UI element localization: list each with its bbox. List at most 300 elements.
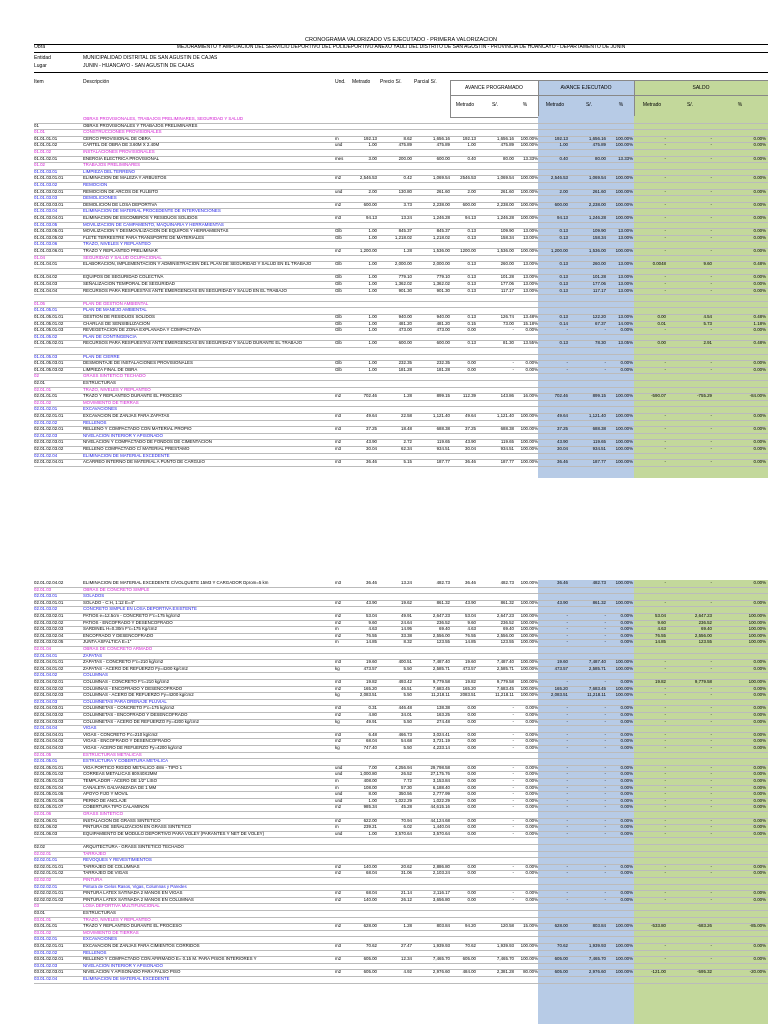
- saldo-soles-cell: -: [710, 281, 712, 286]
- parcial-cell: 6,188.40: [432, 784, 450, 790]
- saldo-metrado-cell: 9.60: [657, 619, 666, 625]
- description-cell: TRAZO, NIVELES Y REPLANTEO: [83, 386, 151, 392]
- precio-cell: 1,362.02: [394, 281, 412, 286]
- metrado-cell: 628.00: [363, 923, 377, 929]
- table-row: [34, 976, 768, 984]
- prog-pct-cell: 100.00%: [520, 599, 538, 605]
- ejec-metrado-cell: 36.46: [557, 459, 568, 465]
- ejec-metrado-cell: -: [566, 784, 568, 790]
- obra-name: MEJORAMIENTO Y AMPLIACION DEL SERVICIO DEPORTIVO DEL POLIDEPORTIVO ANEXO YAULI DEL DISTRITO DE SAN AGUSTIN - PROVINCIA DE HUANCAYO - DEPARTAMENTO DE JUNIN: [176, 44, 626, 50]
- ejec-pct-cell: 100.00%: [615, 692, 633, 698]
- saldo-pct-cell: -84.00%: [749, 393, 766, 399]
- saldo-pct-cell: 100.00%: [748, 679, 766, 684]
- item-cell: 02.02.02: [34, 877, 52, 882]
- item-cell: 02.01.02.01: [34, 406, 58, 412]
- ejec-soles-cell: 109.90: [592, 228, 606, 234]
- parcial-cell: 3,153.84: [432, 778, 450, 783]
- metrado-cell: 7.00: [368, 764, 377, 770]
- item-cell: 01.02: [34, 162, 45, 168]
- precio-cell: 45.28: [401, 804, 412, 810]
- precio-cell: 446.48: [398, 705, 412, 711]
- saldo-pct-cell: 0.00%: [753, 797, 766, 803]
- saldo-metrado-cell: -: [664, 135, 666, 141]
- ejec-metrado-cell: -: [566, 613, 568, 618]
- ejec-pct-cell: 14.00%: [618, 320, 633, 326]
- description-cell: NIVELACION INTERIOR Y APISONADO: [83, 432, 163, 438]
- description-cell: COLUMNAS - CONCRETO F'c=210 kg/cm2: [83, 679, 170, 684]
- item-cell: 02.01.05.01.01: [34, 764, 64, 770]
- parcial-cell: 3,570.64: [432, 830, 450, 836]
- ejec-pct-cell: 13.33%: [618, 155, 633, 161]
- saldo-metrado-cell: -: [664, 248, 666, 253]
- item-cell: 03.01.02.01.01: [34, 943, 64, 948]
- saldo-metrado-cell: -: [664, 896, 666, 902]
- ejec-soles-cell: 1,536.00: [588, 248, 606, 253]
- ejec-pct-cell: 0.00%: [620, 778, 633, 783]
- saldo-metrado-cell: -: [664, 175, 666, 181]
- prog-pct-cell: 13.00%: [523, 261, 538, 267]
- metrado-cell: 622.00: [363, 817, 377, 823]
- prog-metrado-cell: 0.00: [467, 731, 476, 737]
- description-cell: ENERGIA ELECTRICA PROVISIONAL: [83, 155, 160, 161]
- metrado-cell: 140.00: [363, 863, 377, 869]
- prog-metrado-cell: 70.62: [465, 943, 476, 948]
- metrado-cell: 1.00: [368, 314, 377, 319]
- ejec-pct-cell: 100.00%: [615, 685, 633, 691]
- description-cell: EXCAVACION DE ZANJAS PARA ZAPATAS: [83, 413, 170, 418]
- saldo-soles-cell: -: [710, 360, 712, 366]
- ejec-pct-cell: 13.00%: [618, 274, 633, 280]
- ejec-soles-cell: -: [604, 784, 606, 790]
- ejec-metrado-cell: -: [566, 679, 568, 684]
- prog-soles-cell: 1,536.00: [496, 248, 514, 253]
- prog-soles-cell: 1,939.93: [496, 943, 514, 948]
- item-cell: 03: [34, 903, 39, 909]
- precio-cell: 8.62: [403, 135, 412, 141]
- unit-cell: m2: [335, 738, 342, 744]
- parcial-cell: 803.84: [436, 923, 450, 929]
- prog-metrado-cell: 30.04: [465, 446, 476, 451]
- prog-pct-cell: 0.00%: [525, 764, 538, 770]
- saldo-metrado-cell: -: [664, 745, 666, 750]
- description-cell: COLUMNETAS - CONCRETO F'c=175 kg/cm2: [83, 705, 175, 711]
- precio-cell: 26.52: [401, 771, 412, 777]
- saldo-pct-cell: 0.00%: [753, 599, 766, 605]
- description-cell: NIVELACION INTERIOR Y APISONADO: [83, 962, 163, 968]
- saldo-metrado-cell: -: [664, 142, 666, 148]
- saldo-pct-cell: 0.00%: [753, 705, 766, 711]
- metrado-cell: 49.64: [366, 413, 377, 418]
- ejec-soles-cell: 2,585.71: [588, 665, 606, 671]
- prog-pct-cell: 0.00%: [525, 778, 538, 783]
- description-cell: RELLENOS: [83, 419, 107, 425]
- item-cell: 01.01.05.01: [34, 307, 58, 313]
- item-cell: 03.01.02.01: [34, 936, 58, 942]
- unit-cell: m2: [335, 956, 342, 962]
- precio-cell: 481.20: [398, 320, 412, 326]
- precio-cell: 8.32: [403, 639, 412, 645]
- description-cell: COLUMNAS: [83, 672, 108, 678]
- unit-cell: m2: [335, 804, 342, 810]
- ejec-pct-cell: 0.00%: [620, 771, 633, 777]
- ejec-metrado-cell: -: [566, 863, 568, 869]
- item-cell: 02.02.02.01.02: [34, 896, 64, 902]
- ejec-metrado-cell: -: [566, 890, 568, 896]
- ejec-pct-cell: 100.00%: [615, 413, 633, 418]
- ejec-soles-cell: -: [604, 626, 606, 632]
- item-cell: 03.01: [34, 910, 45, 915]
- prog-metrado-cell: 0.00: [467, 791, 476, 797]
- unit-cell: Glb: [335, 281, 342, 286]
- unit-cell: und: [335, 791, 343, 797]
- ejec-pct-cell: 0.00%: [620, 679, 633, 684]
- unit-cell: m2: [335, 393, 342, 399]
- description-cell: TRAZO Y REPLANTEO DURANTE EL PROCESO: [83, 923, 182, 929]
- ejec-soles-cell: 11,218.11: [587, 692, 606, 698]
- saldo-metrado-cell: -: [664, 366, 666, 372]
- prog-pct-cell: 13.00%: [523, 281, 538, 286]
- unit-cell: Glb: [335, 327, 342, 333]
- avance-programado-title: AVANCE PROGRAMADO: [465, 85, 523, 91]
- saldo-pct-cell: 0.00%: [753, 890, 766, 896]
- unit-cell: und: [335, 188, 343, 194]
- description-cell: SEGURIDAD Y SALUD OCUPACIONAL: [83, 254, 162, 260]
- parcial-cell: 4,233.14: [432, 745, 450, 750]
- prog-soles-cell: -: [512, 863, 514, 869]
- ejec-soles-cell: 475.89: [592, 142, 606, 148]
- saldo-pct-cell: 0.00%: [753, 731, 766, 737]
- parcial-cell: 600.00: [436, 155, 450, 161]
- ejec-pct-cell: 0.00%: [620, 896, 633, 902]
- ejec-soles-cell: 7,683.45: [588, 685, 606, 691]
- prog-soles-cell: -: [512, 817, 514, 823]
- ejec-metrado-cell: 702.46: [554, 393, 568, 399]
- saldo-metrado-cell: -: [664, 459, 666, 465]
- ejec-metrado-cell: 192.13: [554, 135, 568, 141]
- saldo-soles-cell: -: [710, 248, 712, 253]
- ejec-metrado-cell: 0.14: [559, 320, 568, 326]
- parcial-cell: 119.65: [436, 439, 450, 445]
- ejec-metrado-cell: 0.13: [559, 340, 568, 346]
- description-cell: CERCO PROVISIONAL DE OBRA: [83, 135, 151, 141]
- item-cell: [34, 116, 82, 123]
- prog-soles-cell: -: [512, 327, 514, 333]
- prog-metrado-cell: 0.13: [467, 314, 476, 319]
- ejec-pct-cell: 13.00%: [618, 228, 633, 234]
- saldo-pct-cell: 0.00%: [753, 135, 766, 141]
- precio-cell: 5.50: [403, 692, 412, 698]
- saldo-pct-cell: 0.00%: [753, 248, 766, 253]
- ejec-soles-cell: 67.37: [595, 320, 606, 326]
- unit-cell: Glb: [335, 287, 342, 293]
- prog-metrado-cell: 0.13: [467, 234, 476, 240]
- item-cell: 02.01.04.03: [34, 698, 58, 704]
- ejec-soles-cell: -: [604, 718, 606, 724]
- ejec-pct-cell: 100.00%: [615, 446, 633, 451]
- saldo-pct-cell: 0.48%: [753, 314, 766, 319]
- item-cell: 01.05: [34, 300, 45, 306]
- prog-pct-cell: 16.00%: [523, 393, 538, 399]
- item-cell: 02.02.01.01: [34, 857, 58, 863]
- unit-cell: m2: [335, 632, 342, 638]
- saldo-metrado-cell: -: [664, 360, 666, 366]
- col-metrado: Metrado: [352, 79, 371, 85]
- item-cell: 01.01: [34, 129, 45, 135]
- item-cell: 01.01.03.01: [34, 168, 58, 174]
- prog-metrado-cell: 0.13: [467, 261, 476, 267]
- metrado-cell: 239.21: [363, 824, 377, 830]
- prog-pct-cell: 0.00%: [525, 791, 538, 797]
- prog-soles-cell: 934.51: [500, 446, 514, 451]
- description-cell: VIGAS: [83, 725, 97, 731]
- saldo-metrado-cell: -121.00: [651, 969, 666, 975]
- description-cell: COLUMNETAS - ACERO DE REFUERZO Fy=4200 kg/cm2: [83, 718, 199, 724]
- saldo-soles-cell: -: [710, 659, 712, 665]
- parcial-cell: 3,024.41: [432, 731, 450, 737]
- item-cell: 01.01.03.05.02: [34, 234, 64, 240]
- metrado-cell: 2,083.51: [359, 692, 377, 698]
- unit-cell: und: [335, 764, 343, 770]
- item-cell: 02.01.04.01: [34, 652, 58, 658]
- saldo-soles-cell: 9,779.58: [694, 679, 712, 684]
- ejec-soles-cell: -: [604, 632, 606, 638]
- metrado-cell: 6.48: [368, 731, 377, 737]
- description-cell: COLUMNETAS - ENCOFRADO Y DESENCOFRADO: [83, 712, 188, 717]
- ejec-metrado-cell: 0.13: [559, 314, 568, 319]
- item-cell: 02.01.04.02: [34, 672, 58, 678]
- item-cell: 02.01.05.01.04: [34, 784, 64, 790]
- item-cell: 02.01.03.02.05: [34, 639, 64, 645]
- description-cell: NIVELACION Y COMPACTADO DE FONDOS DE CIMENTACION: [83, 439, 212, 445]
- description-cell: PINTURA: [83, 877, 103, 882]
- prog-soles-cell: 117.17: [500, 287, 514, 293]
- prog-soles-cell: 482.73: [500, 580, 514, 585]
- parcial-cell: 27,175.76: [430, 771, 450, 777]
- saldo-soles-cell: -: [710, 890, 712, 896]
- saldo-metrado-cell: -: [664, 943, 666, 948]
- prog-soles-cell: -: [512, 778, 514, 783]
- ejec-pct-cell: 0.00%: [620, 639, 633, 645]
- ejec-metrado-cell: -: [566, 718, 568, 724]
- saldo-pct-cell: 0.00%: [753, 155, 766, 161]
- description-cell: TARRAJEO: [83, 850, 107, 856]
- col-descripcion: Descripción: [83, 79, 110, 85]
- ejec-pct-cell: 0.00%: [620, 764, 633, 770]
- item-cell: 02.01.02.02: [34, 419, 58, 425]
- description-cell: ARQUITECTURA - GRASS SINTETICO TECHADO: [83, 844, 184, 849]
- ejec-pct-cell: 100.00%: [615, 215, 633, 220]
- prog-pct-cell: 0.00%: [525, 366, 538, 372]
- item-cell: 02.01.03.01: [34, 593, 58, 599]
- saldo-soles-cell: 123.55: [698, 639, 712, 645]
- prog-pct-cell: 13.55%: [523, 340, 538, 346]
- table-row: [34, 459, 768, 467]
- description-cell: [83, 837, 333, 844]
- description-cell: ACARREO INTERNO DE MATERIAL A PUNTO DE CARGUIO: [83, 459, 205, 465]
- description-cell: SEÑALIZACION TEMPORAL DE SEGURIDAD: [83, 281, 175, 286]
- saldo-soles-cell: -: [710, 718, 712, 724]
- item-cell: 03.01.02.03: [34, 962, 58, 968]
- description-cell: NIVELACION Y APISONADO PARA FALSO PISO: [83, 969, 181, 975]
- prog-metrado-cell: 53.04: [465, 613, 476, 618]
- saldo-pct-cell: 100.00%: [748, 619, 766, 625]
- metrado-cell: 140.00: [363, 896, 377, 902]
- ejec-metrado-cell: -: [566, 360, 568, 366]
- ejec-soles-cell: -: [604, 890, 606, 896]
- prog-soles-cell: -: [512, 791, 514, 797]
- description-cell: RECURSOS PARA RESPUESTAS ANTE EMERGENCIAS EN SEGURIDAD Y SALUD EN EL TRABAJO: [83, 287, 287, 293]
- precio-cell: 3.73: [403, 201, 412, 207]
- saldo-pct-cell: 0.00%: [753, 201, 766, 207]
- description-cell: TARRAJEO DE COLUMNAS: [83, 863, 140, 869]
- saldo-metrado-cell: -: [664, 155, 666, 161]
- precio-cell: 350.56: [398, 791, 412, 797]
- precio-cell: 19.62: [401, 599, 412, 605]
- prog-soles-cell: 236.52: [500, 619, 514, 625]
- ejec-pct-cell: 13.00%: [618, 281, 633, 286]
- prog-pct-cell: 13.00%: [523, 287, 538, 293]
- prog-pct-cell: 13.48%: [523, 314, 538, 319]
- description-cell: EQUIPOS DE SEGURIDAD COLECTIVA: [83, 274, 164, 280]
- description-cell: PATIOS - ENCOFRADO Y DESENCOFRADO: [83, 619, 173, 625]
- saldo-pct-cell: 0.00%: [753, 580, 766, 585]
- item-cell: 01.01.03.04.01: [34, 215, 64, 220]
- ejec-soles-cell: -: [604, 863, 606, 869]
- prog-pct-cell: 0.00%: [525, 863, 538, 869]
- parcial-cell: 940.00: [436, 314, 450, 319]
- prog-soles-cell: 177.06: [500, 281, 514, 286]
- precio-cell: 21.14: [401, 890, 412, 896]
- item-cell: 01.01.05.02: [34, 333, 58, 339]
- ejec-pct-cell: 0.00%: [620, 738, 633, 744]
- prog-soles-cell: 2,556.00: [496, 632, 514, 638]
- ejec-metrado-cell: -: [566, 870, 568, 876]
- col-und: Und.: [335, 79, 346, 85]
- unit-cell: und: [335, 142, 343, 148]
- saldo-soles-cell: -: [710, 791, 712, 797]
- prog-metrado-cell: 2546.53: [460, 175, 476, 181]
- ejec-metrado-cell: 36.46: [557, 580, 568, 585]
- metrado-cell: 1.00: [368, 360, 377, 366]
- prog-pct-cell: 100.00%: [520, 426, 538, 432]
- metrado-cell: 747.40: [363, 745, 377, 750]
- item-cell: 01.01.05.03.01: [34, 360, 64, 366]
- saldo-pct-cell: 0.00%: [753, 287, 766, 293]
- prog-metrado-cell: 4.63: [467, 626, 476, 632]
- prog-soles-cell: -: [512, 890, 514, 896]
- saldo-metrado-cell: -: [664, 731, 666, 737]
- ejec-pct-cell: 100.00%: [615, 439, 633, 445]
- prog-pct-cell: 100.00%: [520, 201, 538, 207]
- prog-metrado-cell: 0.00: [467, 804, 476, 810]
- ejec-metrado-cell: 0.13: [559, 287, 568, 293]
- parcial-cell: 1,069.54: [432, 175, 450, 181]
- precio-cell: 12.34: [401, 956, 412, 962]
- item-cell: 03.01.02.03.01: [34, 969, 64, 975]
- precio-cell: 13.24: [401, 215, 412, 220]
- precio-cell: 27.47: [401, 943, 412, 948]
- item-cell: 02.01.06.01: [34, 817, 58, 823]
- prog-soles-cell: -: [512, 771, 514, 777]
- precio-cell: 18.48: [401, 426, 412, 432]
- metrado-cell: 605.00: [363, 956, 377, 962]
- description-cell: GRASS SINTETICO: [83, 811, 124, 816]
- unit-cell: m2: [335, 969, 342, 975]
- unit-cell: m3: [335, 679, 342, 684]
- prog-soles-cell: 2,381.28: [496, 969, 514, 975]
- item-cell: 02.01.04.04.03: [34, 745, 64, 750]
- prog-soles-cell: 187.77: [500, 459, 514, 465]
- saldo-metrado-cell: -: [664, 287, 666, 293]
- description-cell: PINTURA LATEX SATINADA 2 MANOS EN COLUMNAS: [83, 896, 194, 902]
- prog-metrado-cell: 0.13: [467, 340, 476, 346]
- description-cell: PERNO DE ANCLAJE: [83, 797, 127, 803]
- prog-soles-cell: -: [512, 718, 514, 724]
- item-cell: 02.01.06.02: [34, 824, 58, 830]
- prog-soles-cell: 1,121.40: [496, 413, 514, 418]
- description-cell: LIMPIEZA DEL TERRENO: [83, 168, 135, 174]
- unit-cell: Glb: [335, 228, 342, 234]
- prog-soles-cell: 260.00: [500, 261, 514, 267]
- ejec-pct-cell: 100.00%: [615, 969, 633, 975]
- precio-cell: 0.42: [403, 175, 412, 181]
- prog-metrado-cell: 2.00: [467, 188, 476, 194]
- metrado-cell: 1.00: [368, 320, 377, 326]
- prog-metrado-cell: 9.60: [467, 619, 476, 625]
- ejec-metrado-cell: 49.64: [557, 413, 568, 418]
- prog-metrado-cell: 94.13: [465, 215, 476, 220]
- ejec-pct-cell: 0.00%: [620, 718, 633, 724]
- item-cell: 02.01.02.04: [34, 452, 58, 458]
- saldo-soles-cell: -: [710, 175, 712, 181]
- prog-pct-cell: 100.00%: [520, 685, 538, 691]
- unit-cell: Glb: [335, 261, 342, 267]
- ejec-pct-cell: 0.00%: [620, 784, 633, 790]
- prog-metrado-cell: 0.00: [467, 863, 476, 869]
- item-cell: 01.01.04.03: [34, 281, 58, 286]
- parcial-cell: 1,218.02: [432, 234, 450, 240]
- description-cell: VIGA PORTICO RIGIDO METALICO 48m - TIPO 1: [83, 764, 183, 770]
- ejec-pct-cell: 0.00%: [620, 619, 633, 625]
- ejec-metrado-cell: -: [566, 797, 568, 803]
- unit-cell: m2: [335, 685, 342, 691]
- prog-metrado-cell: 473.57: [462, 665, 476, 671]
- ejec-metrado-cell: 0.13: [559, 281, 568, 286]
- saldo-pct-cell: 0.00%: [753, 188, 766, 194]
- prog-soles-cell: -: [512, 797, 514, 803]
- saldo-pct-cell: 0.48%: [753, 261, 766, 267]
- metrado-cell: 408.00: [363, 778, 377, 783]
- prog-metrado-sub: Metrado: [455, 102, 475, 108]
- saldo-soles-cell: -: [710, 731, 712, 737]
- saldo-soles-cell: -: [710, 201, 712, 207]
- saldo-metrado-cell: -: [664, 685, 666, 691]
- saldo-pct-cell: 0.00%: [753, 824, 766, 830]
- item-cell: [34, 294, 82, 301]
- item-cell: 02.01.04.03.01: [34, 705, 64, 711]
- description-cell: CANALETA GALVANIZADA DE 1 MM: [83, 784, 157, 790]
- precio-cell: 232.35: [398, 360, 412, 366]
- parcial-cell: 481.20: [436, 320, 450, 326]
- item-cell: [34, 347, 82, 354]
- ejec-metrado-cell: -: [566, 778, 568, 783]
- description-cell: LIMPIEZA FINAL DE OBRA: [83, 366, 138, 372]
- saldo-soles-cell: -: [710, 870, 712, 876]
- saldo-soles-cell: -: [710, 797, 712, 803]
- parcial-cell: 236.52: [436, 619, 450, 625]
- saldo-metrado-cell: -: [664, 764, 666, 770]
- precio-cell: 130.80: [398, 188, 412, 194]
